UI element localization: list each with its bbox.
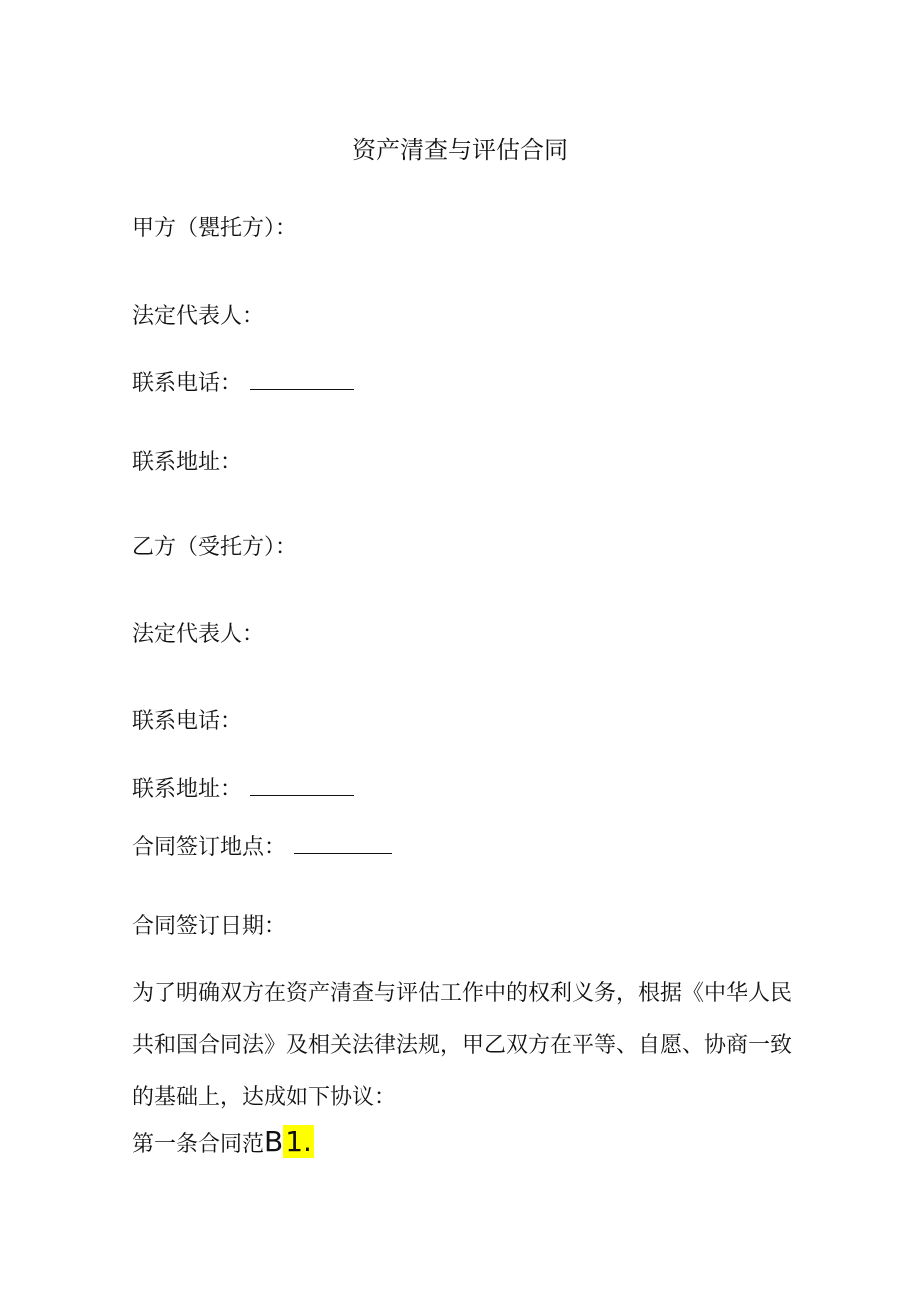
- signing-date-label: 合同签订日期：: [132, 914, 287, 939]
- party-b-address-label: 联系地址：: [132, 777, 243, 802]
- article-1-heading: [132, 1127, 314, 1160]
- article-1-label: 第一条合同范: [132, 1132, 265, 1157]
- article-1-suffix: B: [264, 1125, 284, 1158]
- party-b-legal-rep-label: 法定代表人：: [132, 622, 265, 647]
- document-title: 资产清查与评估合同: [352, 136, 568, 164]
- party-a-heading: [132, 214, 297, 244]
- party-a-address: [132, 448, 242, 478]
- signing-place-label: 合同签订地点：: [132, 835, 287, 860]
- party-b-heading-text: 乙方（受托方）：: [132, 535, 298, 560]
- signing-place: [132, 831, 392, 863]
- signing-place-blank[interactable]: [294, 831, 392, 854]
- preamble-line-1: 为了明确双方在资产清查与评估工作中的权利义务，根据《中华人民: [132, 981, 793, 1006]
- party-a-phone-label: 联系电话：: [132, 371, 243, 396]
- party-a-phone-blank[interactable]: [250, 367, 354, 390]
- preamble-line-3: 的基础上，达成如下协议：: [132, 1085, 397, 1110]
- party-a-address-label: 联系地址：: [132, 450, 243, 475]
- party-b-phone-label: 联系电话：: [132, 709, 243, 734]
- party-b-address: [132, 773, 354, 805]
- party-b-address-blank[interactable]: [250, 773, 354, 796]
- party-a-legal-rep: [132, 302, 264, 332]
- party-b-phone: [132, 707, 242, 737]
- party-a-heading-text: 甲方（甖托方）：: [132, 216, 298, 241]
- party-a-phone: [132, 367, 354, 399]
- preamble-paragraph: [132, 968, 792, 1124]
- preamble-line-2: 共和国合同法》及相关法律法规，甲乙双方在平等、自愿、协商一致: [132, 1033, 793, 1058]
- party-b-legal-rep: [132, 620, 264, 650]
- party-a-legal-rep-label: 法定代表人：: [132, 304, 265, 329]
- signing-date: [132, 912, 286, 942]
- article-1-highlighted-number: 1.: [285, 1125, 312, 1158]
- party-b-heading: [132, 533, 297, 563]
